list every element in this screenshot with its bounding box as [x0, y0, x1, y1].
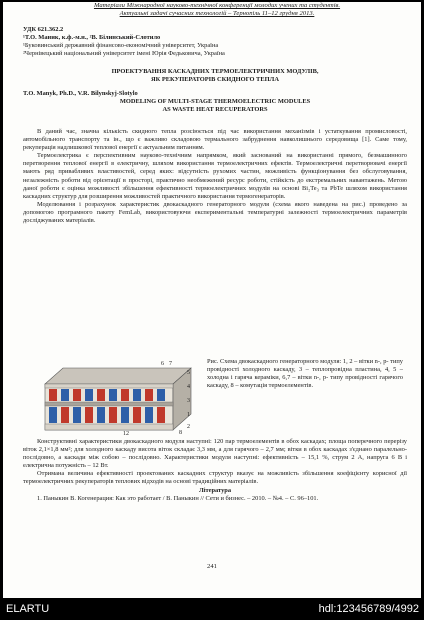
figure-caption: Рис. Схема двокаскадного генераторного модуля: 1, 2 – вітки n-, p- типу провідності холодного каскаду, 3 – теплопровідна пластина, 4, 5 – холодна і гаряча кераміки, 6,7 – вітки n-, p- типу провідності гарячого каскаду, 8 – комутація термоелементів.: [207, 358, 403, 390]
conference-header: [47, 2, 387, 18]
title-ua: [23, 68, 407, 84]
title-en-line-2: AS WASTE HEAT RECUPERATORS: [162, 106, 268, 114]
title-ua-line-1: ПРОЕКТУВАННЯ КАСКАДНИХ ТЕРМОЕЛЕКТРИЧНИХ МОДУЛІВ,: [111, 68, 319, 75]
figure-label-4: 4: [187, 384, 190, 390]
footer-handle: hdl:123456789/4992: [318, 603, 419, 615]
title-ua-line-2: ЯК РЕКУПЕРАТОРІВ СКИДНОГО ТЕПЛА: [151, 76, 279, 84]
body-text: [23, 128, 407, 225]
header-line-1: Матеріали Міжнародної науково-технічної конференції молодих учених та студентів.: [93, 2, 341, 9]
affiliation-1: ¹Буковинський державний фінансово-економічний університет, Україна: [23, 42, 219, 50]
figure-label-2: 2: [187, 424, 190, 430]
paragraph-intro: В даний час, значна кількість скидного тепла розсіюється під час використання механізмів і устаткування промисловості, автомобільного транспорту та ін., що є важливо складовою термального забруднення навколишнього середовища [1]. Саме тому, рекуперація надлишкової теплової енергії є актуальним питанням.: [23, 128, 407, 152]
figure-label-12: 12: [123, 431, 129, 436]
page-number: 241: [207, 563, 217, 570]
paragraph-conclusion: Отримана величина ефективності проектованих каскадних структур вказує на можливість збільшення коефіцієнту корисної дії термоелектричних рекуператорів теплових відходів на основі традиційних матеріалів.: [23, 470, 407, 486]
paragraph-modeling: Моделювання і розрахунок характеристик двокаскадного генераторного модуля (схема якого наведена на рис.) проведено за допомогою програмного пакету FemLab, використовуючи експериментальні температурні залежності термоелектричних параметрів досліджуваних матеріалів.: [23, 200, 407, 225]
module-diagram: [41, 358, 193, 436]
authors-ua: ¹Т.О. Маник, к.ф.-м.н., ²В. Білинський-Слотило: [23, 34, 161, 42]
metadata-block: [23, 26, 407, 58]
figure-label-1: 1: [187, 412, 190, 418]
figure-label-7: 7: [169, 361, 172, 367]
affiliation-2: ²Чернівецький національний університет імені Юрія Федьковича, Україна: [23, 50, 225, 58]
figure-label-5: 5: [187, 370, 190, 376]
references-heading: Література: [198, 486, 232, 494]
udc-code: УДК 621.362.2: [23, 26, 64, 33]
repository-footer: [0, 598, 424, 620]
figure-label-8: 8: [179, 430, 182, 436]
body-text-2: [23, 438, 407, 503]
footer-repository-name: ELARTU: [6, 603, 50, 615]
paragraph-characteristics: Конструктивні характеристики двокаскадного модуля наступні: 120 пар термоелементів в обох каскадах; площа поперечного перерізу віток 2,1×1,8 мм²; для холодного каскаду висота віток складає 3,3 мм, а для гарячого – 2,7 мм; вітки в обох каскадах з'єднано паралельно-послідовно, а каскади між собою – послідовно. Характеристики модуля наступні: ефективність – 15,1 %, струм 2 А, напруга 6 В і електрична потужність – 12 Вт.: [23, 438, 407, 470]
english-block: [23, 90, 407, 114]
header-line-2: Актуальні задачі сучасних технологій – Тернопіль 11–12 грудня 2013.: [119, 10, 315, 17]
reference-1: 1. Паныкин В. Когенерация: Как это работает / В. Паныкин // Сети и бизнес. – 2010. – №4. – С. 96–101.: [37, 494, 319, 502]
top-ceramic: [45, 368, 191, 384]
title-en-line-1: MODELING OF MULTI-STAGE THERMOELECTRIC MODULES: [119, 98, 311, 106]
figure-label-3: 3: [187, 398, 190, 404]
authors-en: T.O. Manyk, Ph.D., V.R. Bilynskyj-Slotylo: [23, 90, 138, 97]
document-page: [3, 2, 421, 598]
heat-plate: [45, 402, 173, 406]
cold-ceramic: [45, 424, 173, 430]
paragraph-thermoelectric: Термоелектрика є перспективним науково-технічним напрямком, який заснований на використанні прямого, безмашинного перетворення теплової енергії в електричну, шляхом використання термоелектричних ефектів. Термоелектричні перетворювачі енергії мають ряд привабливих властивостей, серед яких: відсутність рухомих частин, можливість функціонування без обслуговування, незалежність роботи від орієнтації в просторі, практично необмежений ресурс роботи, стійкість до екстремальних навантажень. Метою даної роботи є оцінка можливості збільшення ефективності термоелектричних модулів на основі Bi₂Te₃ та PbTe шляхом використання каскадних структур для розширення можливостей практичного використання термогенераторів.: [23, 152, 407, 200]
figure-label-6: 6: [161, 361, 164, 367]
